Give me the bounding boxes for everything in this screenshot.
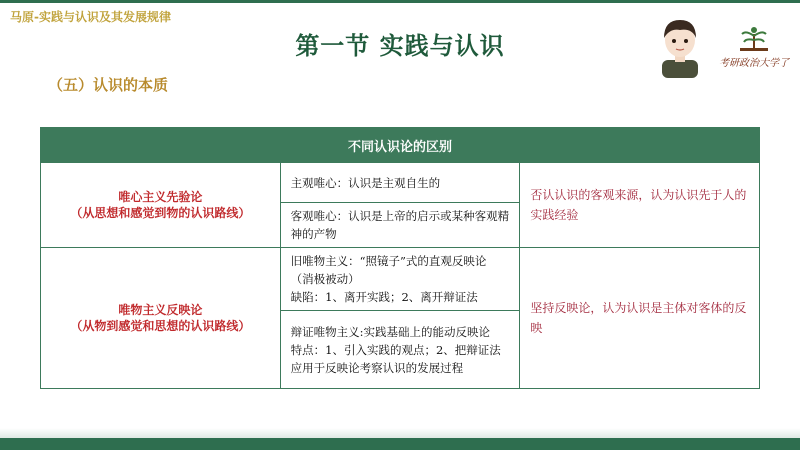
category-cell (41, 163, 281, 248)
summary-cell: 坚持反映论，认为认识是主体对客体的反映 (520, 248, 760, 389)
bottom-fade (0, 428, 800, 438)
course-tag: 马原-实践与认识及其发展规律 (10, 10, 171, 24)
table-row (41, 248, 760, 311)
section-heading: （五）认识的本质 (48, 76, 169, 94)
detail-line: 特点：1、引入实践的观点；2、把辩证法应用于反映论考察认识的发展过程 (290, 342, 501, 375)
comparison-table (40, 127, 760, 381)
category-label: 唯物主义反映论 (118, 303, 203, 317)
category-sublabel: （从物到感觉和思想的认识路线） (70, 319, 251, 333)
detail-line: 缺陷：1、离开实践；2、离开辩证法 (290, 290, 478, 304)
bottom-bar (0, 438, 800, 450)
presenter-avatar (648, 12, 712, 78)
logo-text: 考研政治大学了 (719, 58, 789, 69)
top-accent-line (0, 0, 800, 3)
detail-line: 辩证唯物主义:实践基础上的能动反映论 (290, 324, 491, 339)
page-title: 第一节 实践与认识 (295, 31, 505, 60)
brand-logo (716, 24, 792, 74)
table-title: 不同认识论的区别 (41, 128, 760, 163)
category-sublabel: （从思想和感觉到物的认识路线） (70, 206, 251, 220)
detail-line: 旧唯物主义：“照镜子”式的直观反映论（消极被动） (290, 254, 487, 286)
detail-cell (280, 311, 520, 389)
detail-cell: 主观唯心：认识是主观自生的 (280, 163, 520, 203)
table-row (41, 163, 760, 203)
category-cell (41, 248, 281, 389)
detail-cell: 客观唯心：认识是上帝的启示或某种客观精神的产物 (280, 203, 520, 248)
category-label: 唯心主义先验论 (118, 190, 203, 204)
summary-cell: 否认认识的客观来源，认为认识先于人的实践经验 (520, 163, 760, 248)
detail-cell (280, 248, 520, 311)
tree-icon (716, 24, 792, 54)
